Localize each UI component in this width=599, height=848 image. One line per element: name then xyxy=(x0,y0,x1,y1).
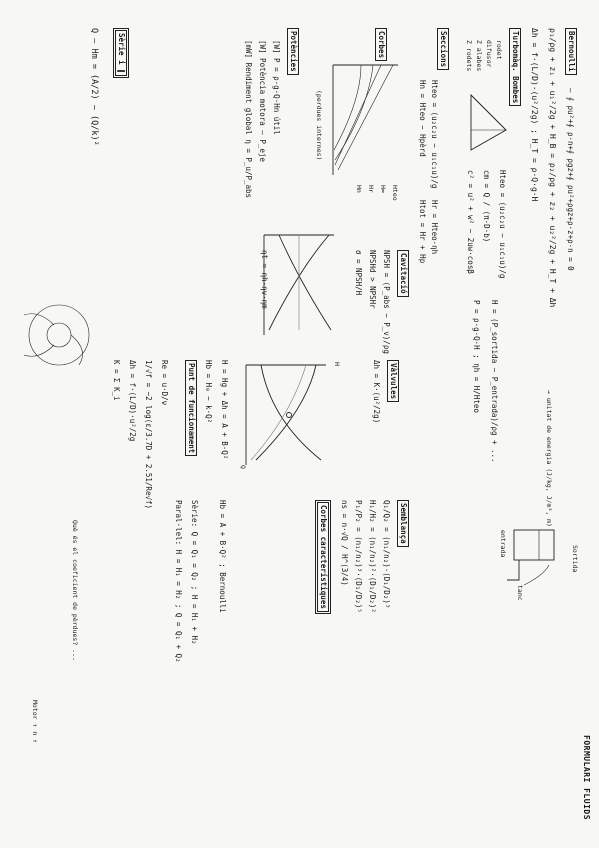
bernoulli-note: → unitat de energia (J/kg, J/m³, m) xyxy=(545,390,553,527)
turbomaq-label-difusor: difusor xyxy=(485,40,493,68)
semblanca-ns: ns = n·√Q / H^(3/4) xyxy=(340,500,349,586)
bottom-eq: Q — Hm = (A/2) − (Q/k)² xyxy=(89,28,99,146)
pump-curves-graph xyxy=(328,60,403,180)
valve-curve-graph xyxy=(259,230,339,340)
bernoulli-eq2: ρ₁/ρg + z₁ + u₁²/2g + H_B = ρ₂/ρg + z₂ + u₂²/2g + H_T + Δh xyxy=(548,28,557,308)
bernoulli-tag: Bernoulli xyxy=(565,28,577,75)
rotor-sketch xyxy=(19,290,99,380)
curve-label-hteo: Hteo xyxy=(391,185,399,201)
potencies-line-2: [mW] Rendiment global η = P_u/P_abs xyxy=(244,40,253,199)
seccions-tag: Seccions xyxy=(437,28,449,70)
cavitacio-cond: NPSHd > NPSHr xyxy=(368,250,377,309)
curve-label-hinf: H∞ xyxy=(379,185,387,193)
turbomaq-tag: Turbomàq. Bombes xyxy=(509,28,521,106)
valvules-eq: Δh = K·(u²/2g) xyxy=(372,360,381,424)
seccions-line-3: Htot = Hr + Hp xyxy=(418,200,427,264)
corbes-caption: (perdues internes) xyxy=(315,90,323,161)
diagram-label-tank: tanc xyxy=(516,585,524,601)
semblanca-corbes: Corbes característiques xyxy=(315,500,331,614)
turbomaq-eq: H = (P_sortida − P_entrada)/ρg + ... xyxy=(490,300,499,463)
valvules-tag: Vàlvules xyxy=(387,360,399,402)
potencies-line-1: [W] Potència motora — P_eje xyxy=(258,40,267,162)
instalacio-bernoulli: Hb = A + B·Q² ; Bernoulli xyxy=(218,500,227,613)
system-axis-q: Q xyxy=(239,465,247,469)
sheet-title: FORMULARI FLUIDS xyxy=(582,735,591,821)
potencies-line-0: [W] P = ρ·g·Q·Hn útil xyxy=(272,40,281,135)
bottom-note: Què és el coeficient de pèrdues? ... xyxy=(71,520,79,661)
instalacio-serie: Sèrie: Q = Q₁ = Q₂ ; H = H₁ + H₂ xyxy=(190,500,199,645)
semblanca-eq2: H₁/H₂ = (n₁/n₂)²·(D₁/D₂)² xyxy=(368,500,377,613)
instalacio-punt: Punt de funcionament xyxy=(185,360,197,456)
velocity-triangle xyxy=(461,90,511,160)
turbomaq-label-zrodets: Z rodets xyxy=(465,40,473,72)
seccions-line-2: Hr = Hteo·ηh xyxy=(430,200,439,255)
instalacio-eq2: Hb = H₀ − k·Q² xyxy=(204,360,213,424)
bernoulli-eq3: Δh = f·(L/D)·(u²/2g) ; H_T = ρ·Q·g·H xyxy=(530,28,539,202)
turbomaq-pot: P = ρ·g·Q·H ; ηh = H/Hteo xyxy=(472,300,481,413)
system-axis-h: H xyxy=(333,362,341,366)
semblanca-eq3: P₁/P₂ = (n₁/n₂)³·(D₁/D₂)⁵ xyxy=(354,500,363,613)
system-curve-graph xyxy=(241,360,331,470)
turbomaq-euler: Hteo = (u₂c₂u − u₁c₁u)/g xyxy=(498,170,507,279)
canonades-ks: K = Σ K_i xyxy=(112,360,121,401)
potencies-eta: ηt = ηh·ηv·ηm xyxy=(260,250,269,309)
diagram-label-in: entrada xyxy=(499,530,507,558)
diagram-label-out: Sortida xyxy=(571,545,579,573)
series-tag: Sèrie i ∥ xyxy=(113,28,129,78)
turbomaq-vel: c² = u² + w² − 2uw·cosβ xyxy=(466,170,475,274)
cavitacio-npsh: NPSH = (P_abs − P_v)/ρg xyxy=(382,250,391,354)
potencies-tag: Potències xyxy=(287,28,299,75)
canonades-colebrook: 1/√f = −2 log(ε/3.7D + 2.51/Re√f) xyxy=(144,360,153,510)
instalacio-parallel: Paral·lel: H = H₁ = H₂ ; Q = Q₁ + Q₂ xyxy=(174,500,183,663)
canonades-darcy: Δh = f·(L/D)·u²/2g xyxy=(128,360,137,442)
turbomaq-label-rodet: rodet xyxy=(495,40,503,60)
cavitacio-tag: Cavitació xyxy=(397,250,409,297)
turbomaq-cm: cm = Q / (π·D·b) xyxy=(482,170,491,243)
canonades-re: Re = u·D/ν xyxy=(160,360,169,406)
turbomaq-label-zalabes: Z alabes xyxy=(475,40,483,72)
instalacio-eq1: H = Hg + Δh = A + B·Q² xyxy=(220,360,229,460)
tank-diagram xyxy=(499,520,569,600)
seccions-line-0: Hteo = (u₂c₂u − u₁c₁u)/g xyxy=(430,80,439,189)
curve-label-hn: Hn xyxy=(355,185,363,193)
seccions-line-1: Hn = Hteo − Hpèrd xyxy=(418,80,427,157)
semblanca-eq1: Q₁/Q₂ = (n₁/n₂)·(D₁/D₂)³ xyxy=(382,500,391,609)
corbes-tag: Corbes xyxy=(375,28,387,61)
semblanca-tag: Semblança xyxy=(397,500,409,547)
curve-label-hr: Hr xyxy=(367,185,375,193)
bernoulli-eq1: — ∮ ρu²+∮ ρ·n+∮ ρgz+∮ ρu²+ρgz+ρ·z+ρ·n = 0 xyxy=(566,88,575,271)
cavitacio-thoma: σ = NPSH/H xyxy=(354,250,363,296)
bottom-side: Motor ↑ n ↑ xyxy=(31,700,39,744)
